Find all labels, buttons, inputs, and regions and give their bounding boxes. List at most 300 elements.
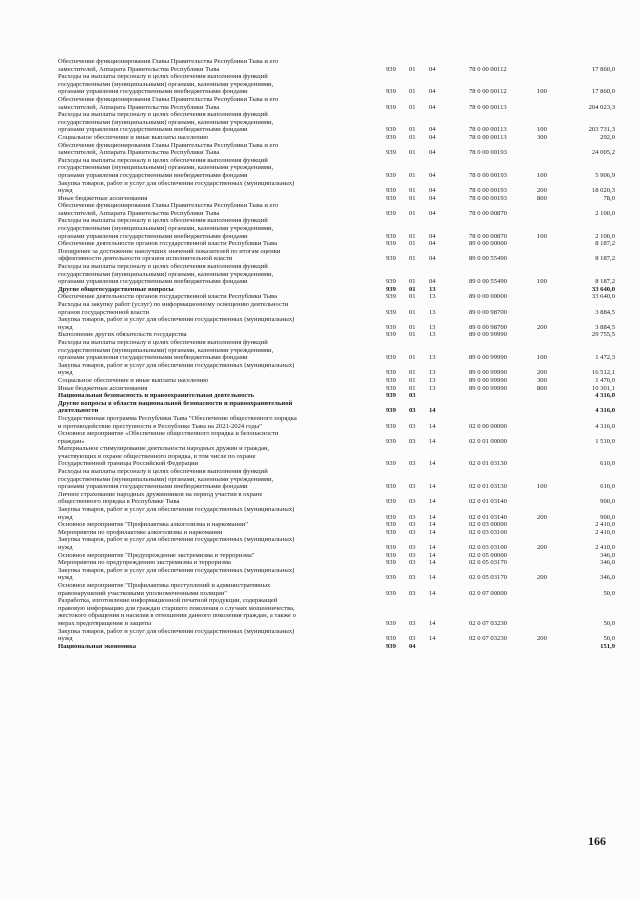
- row-target-article: 78 0 00 00193: [469, 194, 507, 202]
- row-section-code: 03: [409, 619, 416, 627]
- table-row: [58, 134, 618, 142]
- row-amount: 1 510,0: [595, 437, 615, 445]
- row-target-article: 78 0 00 00113: [469, 126, 507, 134]
- row-gr-code: 939: [386, 376, 396, 384]
- row-subsection-code: 04: [429, 209, 436, 217]
- row-amount: 3 884,5: [595, 308, 615, 316]
- row-gr-code: 939: [386, 323, 396, 331]
- row-gr-code: 939: [386, 635, 396, 643]
- row-section-code: 01: [409, 103, 416, 111]
- row-amount: 203 731,3: [588, 126, 615, 134]
- table-row: [58, 157, 618, 180]
- row-amount: 900,0: [600, 513, 615, 521]
- table-row: [58, 536, 618, 551]
- row-gr-code: 939: [386, 392, 396, 400]
- row-gr-code: 939: [386, 642, 396, 650]
- row-amount: 8 187,2: [595, 278, 615, 286]
- row-section-code: 01: [409, 293, 416, 301]
- row-section-code: 03: [409, 528, 416, 536]
- row-name: Основное мероприятие "Предупреждение экстремизма и терроризма": [58, 551, 255, 559]
- row-name: Расходы на выплаты персоналу в целях обеспечения выполнения функций государственными (муниципальными) органами, казенными учреждениями, органами управления государственными внебюджетными фондами: [58, 338, 274, 362]
- table-row: [58, 301, 618, 316]
- row-expense-type: 200: [537, 513, 547, 521]
- row-name: Обеспечение функционирования Главы Правительства Республики Тыва и его заместителей, Аппарата Правительства Республики Тыва: [58, 202, 279, 217]
- row-amount: 610,0: [600, 483, 615, 491]
- row-target-article: 89 0 00 99990: [469, 384, 507, 392]
- row-target-article: 89 0 00 55490: [469, 278, 507, 286]
- row-section-code: 03: [409, 589, 416, 597]
- row-amount: 4 316,0: [595, 407, 615, 415]
- row-section-code: 03: [409, 392, 416, 400]
- table-row: [58, 195, 618, 203]
- row-expense-type: 100: [537, 232, 547, 240]
- row-amount: 292,0: [600, 133, 615, 141]
- row-target-article: 78 0 00 00193: [469, 187, 507, 195]
- row-target-article: 89 0 00 98700: [469, 323, 507, 331]
- row-gr-code: 939: [386, 187, 396, 195]
- row-section-code: 01: [409, 369, 416, 377]
- row-amount: 78,0: [603, 194, 615, 202]
- row-subsection-code: 13: [429, 354, 436, 362]
- row-section-code: 03: [409, 635, 416, 643]
- table-row: [58, 445, 618, 468]
- row-target-article: 78 0 00 00113: [469, 103, 507, 111]
- row-gr-code: 939: [386, 278, 396, 286]
- row-subsection-code: 04: [429, 126, 436, 134]
- row-target-article: 89 0 00 99990: [469, 376, 507, 384]
- row-gr-code: 939: [386, 369, 396, 377]
- row-name: Обеспечение деятельности органов государственной власти Республики Тыва: [58, 240, 278, 248]
- row-subsection-code: 13: [429, 308, 436, 316]
- row-section-code: 01: [409, 133, 416, 141]
- row-amount: 4 316,0: [595, 392, 615, 400]
- row-subsection-code: 14: [429, 513, 436, 521]
- row-target-article: 02 0 03 00000: [469, 521, 507, 529]
- table-row: [58, 468, 618, 491]
- table-row: [58, 286, 618, 294]
- row-subsection-code: 14: [429, 422, 436, 430]
- row-subsection-code: 04: [429, 133, 436, 141]
- row-amount: 2 100,0: [595, 209, 615, 217]
- row-target-article: 89 0 00 55490: [469, 255, 507, 263]
- row-name: Расходы на выплаты персоналу в целях обеспечения выполнения функций государственными (муниципальными) органами, казенными учреждениями, органами управления государственными внебюджетными фондами: [58, 73, 274, 96]
- row-amount: 2 100,0: [595, 232, 615, 240]
- row-gr-code: 939: [386, 498, 396, 506]
- row-amount: 16 512,1: [591, 369, 615, 377]
- row-target-article: 02 0 07 03230: [469, 619, 507, 627]
- row-name: Иные бюджетные ассигнования: [58, 384, 148, 392]
- table-row: [58, 400, 618, 415]
- row-subsection-code: 14: [429, 574, 436, 582]
- row-subsection-code: 04: [429, 255, 436, 263]
- row-subsection-code: 14: [429, 521, 436, 529]
- row-name: Расходы на выплаты персоналу в целях обеспечения выполнения функций государственными (муниципальными) органами, казенными учреждениями, органами управления государственными внебюджетными фондами: [58, 468, 274, 491]
- row-gr-code: 939: [386, 285, 396, 293]
- row-amount: 4 316,0: [595, 422, 615, 430]
- row-target-article: 78 0 00 00112: [469, 88, 507, 96]
- row-amount: 346,0: [600, 574, 615, 582]
- row-name: Материальное стимулирование деятельности народных дружин и граждан, участвующих в охране общественного порядка, в том числе по охране Государственной границы Российской Федерации: [58, 445, 270, 468]
- row-section-code: 01: [409, 126, 416, 134]
- budget-table: [58, 58, 618, 650]
- row-subsection-code: 14: [429, 460, 436, 468]
- table-row: [58, 392, 618, 400]
- row-section-code: 01: [409, 171, 416, 179]
- row-section-code: 03: [409, 498, 416, 506]
- row-section-code: 03: [409, 544, 416, 551]
- row-subsection-code: 13: [429, 384, 436, 392]
- row-subsection-code: 04: [429, 171, 436, 179]
- row-subsection-code: 14: [429, 407, 436, 415]
- row-subsection-code: 14: [429, 619, 436, 627]
- row-subsection-code: 04: [429, 194, 436, 202]
- row-target-article: 02 0 07 00000: [469, 589, 507, 597]
- row-target-article: 02 0 01 03130: [469, 460, 507, 468]
- row-amount: 1 470,0: [595, 376, 615, 384]
- row-name: Закупка товаров, работ и услуг для обеспечения государственных (муниципальных) нужд: [58, 536, 295, 551]
- row-section-code: 03: [409, 422, 416, 430]
- row-amount: 2 410,0: [595, 544, 615, 551]
- row-target-article: 02 0 05 03170: [469, 559, 507, 567]
- row-subsection-code: 04: [429, 149, 436, 157]
- row-amount: 346,0: [600, 551, 615, 559]
- row-expense-type: 100: [537, 483, 547, 491]
- row-amount: 2 410,0: [595, 528, 615, 536]
- row-section-code: 01: [409, 376, 416, 384]
- table-row: [58, 263, 618, 286]
- row-amount: 8 187,2: [595, 240, 615, 248]
- row-gr-code: 939: [386, 149, 396, 157]
- table-row: [58, 339, 618, 362]
- row-name: Расходы на выплаты персоналу в целях обеспечения выполнения функций государственными (муниципальными) органами, казенными учреждениями, органами управления государственными внебюджетными фондами: [58, 156, 274, 179]
- row-amount: 900,0: [600, 498, 615, 506]
- row-name: Расходы на закупку работ (услуг) по информационному освещению деятельности органов государственной власти: [58, 301, 289, 316]
- row-gr-code: 939: [386, 293, 396, 301]
- table-row: [58, 552, 618, 560]
- row-gr-code: 939: [386, 88, 396, 96]
- row-target-article: 78 0 00 00870: [469, 232, 507, 240]
- row-amount: 151,9: [600, 642, 615, 650]
- table-row: [58, 58, 618, 73]
- row-section-code: 01: [409, 240, 416, 248]
- row-target-article: 89 0 00 99990: [469, 354, 507, 362]
- row-subsection-code: 13: [429, 285, 436, 293]
- row-subsection-code: 13: [429, 369, 436, 377]
- row-subsection-code: 04: [429, 232, 436, 240]
- row-gr-code: 939: [386, 255, 396, 263]
- row-expense-type: 100: [537, 171, 547, 179]
- row-name: Закупка товаров, работ и услуг для обеспечения государственных (муниципальных) нужд: [58, 566, 295, 582]
- row-subsection-code: 13: [429, 331, 436, 339]
- row-expense-type: 200: [537, 187, 547, 195]
- row-expense-type: 100: [537, 126, 547, 134]
- row-subsection-code: 04: [429, 240, 436, 248]
- table-row: [58, 559, 618, 567]
- row-target-article: 78 0 00 00113: [469, 133, 507, 141]
- row-target-article: 89 0 00 99990: [469, 331, 507, 339]
- row-section-code: 01: [409, 384, 416, 392]
- row-gr-code: 939: [386, 407, 396, 415]
- table-row: [58, 415, 618, 430]
- row-name: Закупка товаров, работ и услуг для обеспечения государственных (муниципальных) нужд: [58, 361, 295, 377]
- table-row: [58, 430, 618, 445]
- row-subsection-code: 14: [429, 551, 436, 559]
- row-amount: 610,0: [600, 460, 615, 468]
- table-row: [58, 248, 618, 263]
- row-section-code: 03: [409, 483, 416, 491]
- table-row: [58, 362, 618, 377]
- row-expense-type: 800: [537, 194, 547, 202]
- row-target-article: 02 0 07 03230: [469, 635, 507, 643]
- row-expense-type: 800: [537, 384, 547, 392]
- row-gr-code: 939: [386, 65, 396, 73]
- table-row: [58, 202, 618, 217]
- row-section-code: 01: [409, 209, 416, 217]
- row-name: Закупка товаров, работ и услуг для обеспечения государственных (муниципальных) нужд: [58, 506, 295, 521]
- row-target-article: 02 0 03 03100: [469, 544, 507, 551]
- row-amount: 10 301,1: [591, 384, 615, 392]
- row-amount: 17 860,0: [591, 65, 615, 73]
- row-gr-code: 939: [386, 103, 396, 111]
- row-amount: 50,0: [603, 619, 615, 627]
- row-section-code: 01: [409, 65, 416, 73]
- row-expense-type: 200: [537, 369, 547, 377]
- row-gr-code: 939: [386, 544, 396, 551]
- row-target-article: 02 0 05 00000: [469, 551, 507, 559]
- row-section-code: 01: [409, 255, 416, 263]
- row-section-code: 03: [409, 437, 416, 445]
- row-expense-type: 300: [537, 376, 547, 384]
- row-target-article: 78 0 00 00193: [469, 171, 507, 179]
- row-name: Личное страхование народных дружинников на период участия в охране общественного порядка в Республике Тыва: [58, 490, 263, 506]
- row-target-article: 02 0 01 03130: [469, 483, 507, 491]
- table-row: [58, 628, 618, 643]
- row-amount: 8 187,2: [595, 255, 615, 263]
- row-expense-type: 200: [537, 544, 547, 551]
- table-row: [58, 240, 618, 248]
- row-section-code: 01: [409, 149, 416, 157]
- table-row: [58, 521, 618, 529]
- row-name: Государственная программа Республики Тыва "Обеспечение общественного порядка и противодействие преступности в Республике Тыва на 2021-2024 годы": [58, 414, 297, 430]
- row-target-article: 78 0 00 00193: [469, 149, 507, 157]
- row-amount: 50,0: [603, 589, 615, 597]
- table-row: [58, 217, 618, 240]
- row-section-code: 03: [409, 559, 416, 567]
- row-section-code: 01: [409, 354, 416, 362]
- row-name: Поощрение за достижение наилучших значений показателей по итогам оценки эффективности деятельности органов исполнительной власти: [58, 247, 281, 263]
- row-target-article: 02 0 01 03140: [469, 513, 507, 521]
- row-subsection-code: 04: [429, 187, 436, 195]
- table-row: [58, 529, 618, 537]
- table-row: [58, 597, 618, 627]
- table-row: [58, 567, 618, 582]
- row-gr-code: 939: [386, 422, 396, 430]
- table-row: [58, 316, 618, 331]
- row-gr-code: 939: [386, 126, 396, 134]
- row-subsection-code: 14: [429, 437, 436, 445]
- table-row: [58, 142, 618, 157]
- row-subsection-code: 04: [429, 65, 436, 73]
- row-name: Национальная безопасность и правоохранительная деятельность: [58, 392, 255, 400]
- row-target-article: 89 0 00 00000: [469, 240, 507, 248]
- row-name: Другие общегосударственные вопросы: [58, 285, 174, 293]
- row-amount: 5 906,9: [595, 171, 615, 179]
- table-row: [58, 111, 618, 134]
- table-row: [58, 180, 618, 195]
- row-target-article: 78 0 00 00870: [469, 209, 507, 217]
- row-target-article: 89 0 00 98700: [469, 308, 507, 316]
- row-gr-code: 939: [386, 133, 396, 141]
- row-subsection-code: 04: [429, 88, 436, 96]
- row-name: Выполнение других обязательств государства: [58, 331, 187, 339]
- row-amount: 17 860,0: [591, 88, 615, 96]
- row-gr-code: 939: [386, 232, 396, 240]
- row-section-code: 01: [409, 88, 416, 96]
- row-name: Мероприятия по предупреждению экстремизма и терроризма: [58, 559, 231, 567]
- row-name: Обеспечение функционирования Главы Правительства Республики Тыва и его заместителей, Аппарата Правительства Республики Тыва: [58, 58, 279, 73]
- row-gr-code: 939: [386, 354, 396, 362]
- row-amount: 346,0: [600, 559, 615, 567]
- row-subsection-code: 13: [429, 293, 436, 301]
- row-name: Национальная экономика: [58, 642, 137, 650]
- row-name: Расходы на выплаты персоналу в целях обеспечения выполнения функций государственными (муниципальными) органами, казенными учреждениями, органами управления государственными внебюджетными фондами: [58, 217, 274, 240]
- row-target-article: 02 0 03 03100: [469, 528, 507, 536]
- row-target-article: 02 0 01 00000: [469, 437, 507, 445]
- row-target-article: 89 0 00 99990: [469, 369, 507, 377]
- row-subsection-code: 14: [429, 544, 436, 551]
- row-section-code: 01: [409, 308, 416, 316]
- row-name: Обеспечение функционирования Главы Правительства Республики Тыва и его заместителей, Аппарата Правительства Республики Тыва: [58, 95, 279, 111]
- row-section-code: 01: [409, 232, 416, 240]
- row-section-code: 03: [409, 521, 416, 529]
- row-section-code: 03: [409, 551, 416, 559]
- row-name: Основное мероприятие "Профилактика алкоголизма и наркомании": [58, 521, 248, 529]
- row-section-code: 03: [409, 574, 416, 582]
- row-name: Закупка товаров, работ и услуг для обеспечения государственных (муниципальных) нужд: [58, 316, 295, 331]
- row-gr-code: 939: [386, 551, 396, 559]
- row-section-code: 01: [409, 323, 416, 331]
- row-section-code: 01: [409, 331, 416, 339]
- row-name: Социальное обеспечение и иные выплаты населению: [58, 133, 209, 141]
- row-amount: 204 023,3: [588, 103, 615, 111]
- row-gr-code: 939: [386, 528, 396, 536]
- row-gr-code: 939: [386, 460, 396, 468]
- row-section-code: 01: [409, 285, 416, 293]
- row-name: Закупка товаров, работ и услуг для обеспечения государственных (муниципальных) нужд: [58, 627, 295, 643]
- row-gr-code: 939: [386, 240, 396, 248]
- row-target-article: 02 0 01 03140: [469, 498, 507, 506]
- row-name: Другие вопросы в области национальной безопасности и правоохранительной деятельности: [58, 399, 293, 415]
- row-name: Основное мероприятие "Профилактика преступлений и административных правонарушений участковыми уполномоченными полиции": [58, 581, 271, 597]
- row-name: Закупка товаров, работ и услуг для обеспечения государственных (муниципальных) нужд: [58, 179, 295, 195]
- row-subsection-code: 13: [429, 323, 436, 331]
- table-row: [58, 491, 618, 506]
- row-name: Мероприятия по профилактике алкоголизма и наркомании: [58, 528, 223, 536]
- page-number: 166: [588, 834, 606, 848]
- table-row: [58, 293, 618, 301]
- row-subsection-code: 14: [429, 589, 436, 597]
- row-expense-type: 200: [537, 323, 547, 331]
- row-gr-code: 939: [386, 483, 396, 491]
- row-amount: 29 755,5: [591, 331, 615, 339]
- row-amount: 33 640,0: [591, 285, 615, 293]
- row-amount: 1 472,3: [595, 354, 615, 362]
- row-gr-code: 939: [386, 521, 396, 529]
- row-section-code: 01: [409, 278, 416, 286]
- row-gr-code: 939: [386, 209, 396, 217]
- row-amount: 24 005,2: [591, 149, 615, 157]
- table-row: [58, 73, 618, 96]
- row-gr-code: 939: [386, 171, 396, 179]
- table-row: [58, 506, 618, 521]
- row-subsection-code: 04: [429, 278, 436, 286]
- row-target-article: 02 0 00 00000: [469, 422, 507, 430]
- row-amount: 18 020,3: [591, 187, 615, 195]
- row-target-article: 78 0 00 00112: [469, 65, 507, 73]
- row-section-code: 03: [409, 407, 416, 415]
- row-name: Разработка, изготовление информационной печатной продукции, содержащей правовую информацию для граждан старшего поколения о случаях мошенничества, жестокого обращения и насилия в отношении данного поколения граждан, а также о мерах предотвращения и защиты: [58, 597, 296, 627]
- row-amount: 50,0: [603, 635, 615, 643]
- row-name: Основное мероприятие «Обеспечение общественного порядка и безопасности граждан»: [58, 430, 279, 445]
- table-row: [58, 643, 618, 651]
- table-row: [58, 582, 618, 597]
- row-gr-code: 939: [386, 589, 396, 597]
- table-row: [58, 331, 618, 339]
- row-section-code: 04: [409, 642, 416, 650]
- row-expense-type: 100: [537, 354, 547, 362]
- row-name: Иные бюджетные ассигнования: [58, 194, 148, 202]
- row-subsection-code: 14: [429, 483, 436, 491]
- row-expense-type: 100: [537, 88, 547, 96]
- row-gr-code: 939: [386, 194, 396, 202]
- row-gr-code: 939: [386, 559, 396, 567]
- row-subsection-code: 04: [429, 103, 436, 111]
- row-gr-code: 939: [386, 437, 396, 445]
- row-gr-code: 939: [386, 384, 396, 392]
- row-subsection-code: 13: [429, 376, 436, 384]
- table-row: [58, 96, 618, 111]
- row-section-code: 03: [409, 513, 416, 521]
- row-expense-type: 100: [537, 278, 547, 286]
- row-gr-code: 939: [386, 574, 396, 582]
- row-expense-type: 300: [537, 133, 547, 141]
- row-amount: 2 410,0: [595, 521, 615, 529]
- row-gr-code: 939: [386, 331, 396, 339]
- row-gr-code: 939: [386, 308, 396, 316]
- row-name: Обеспечение функционирования Главы Правительства Республики Тыва и его заместителей, Аппарата Правительства Республики Тыва: [58, 141, 279, 157]
- row-expense-type: 200: [537, 574, 547, 582]
- row-target-article: 02 0 05 03170: [469, 574, 507, 582]
- row-section-code: 01: [409, 187, 416, 195]
- row-amount: 3 884,5: [595, 323, 615, 331]
- row-name: Социальное обеспечение и иные выплаты населению: [58, 376, 209, 384]
- row-section-code: 01: [409, 194, 416, 202]
- table-row: [58, 377, 618, 385]
- row-name: Расходы на выплаты персоналу в целях обеспечения выполнения функций государственными (муниципальными) органами, казенными учреждениями, органами управления государственными внебюджетными фондами: [58, 111, 274, 134]
- table-row: [58, 385, 618, 393]
- row-expense-type: 200: [537, 635, 547, 643]
- row-amount: 33 640,0: [591, 293, 615, 301]
- row-subsection-code: 14: [429, 528, 436, 536]
- row-gr-code: 939: [386, 513, 396, 521]
- row-target-article: 89 0 00 00000: [469, 293, 507, 301]
- row-section-code: 03: [409, 460, 416, 468]
- row-subsection-code: 14: [429, 559, 436, 567]
- row-name: Расходы на выплаты персоналу в целях обеспечения выполнения функций государственными (муниципальными) органами, казенными учреждениями, органами управления государственными внебюджетными фондами: [58, 263, 274, 286]
- row-subsection-code: 14: [429, 635, 436, 643]
- row-subsection-code: 14: [429, 498, 436, 506]
- row-gr-code: 939: [386, 619, 396, 627]
